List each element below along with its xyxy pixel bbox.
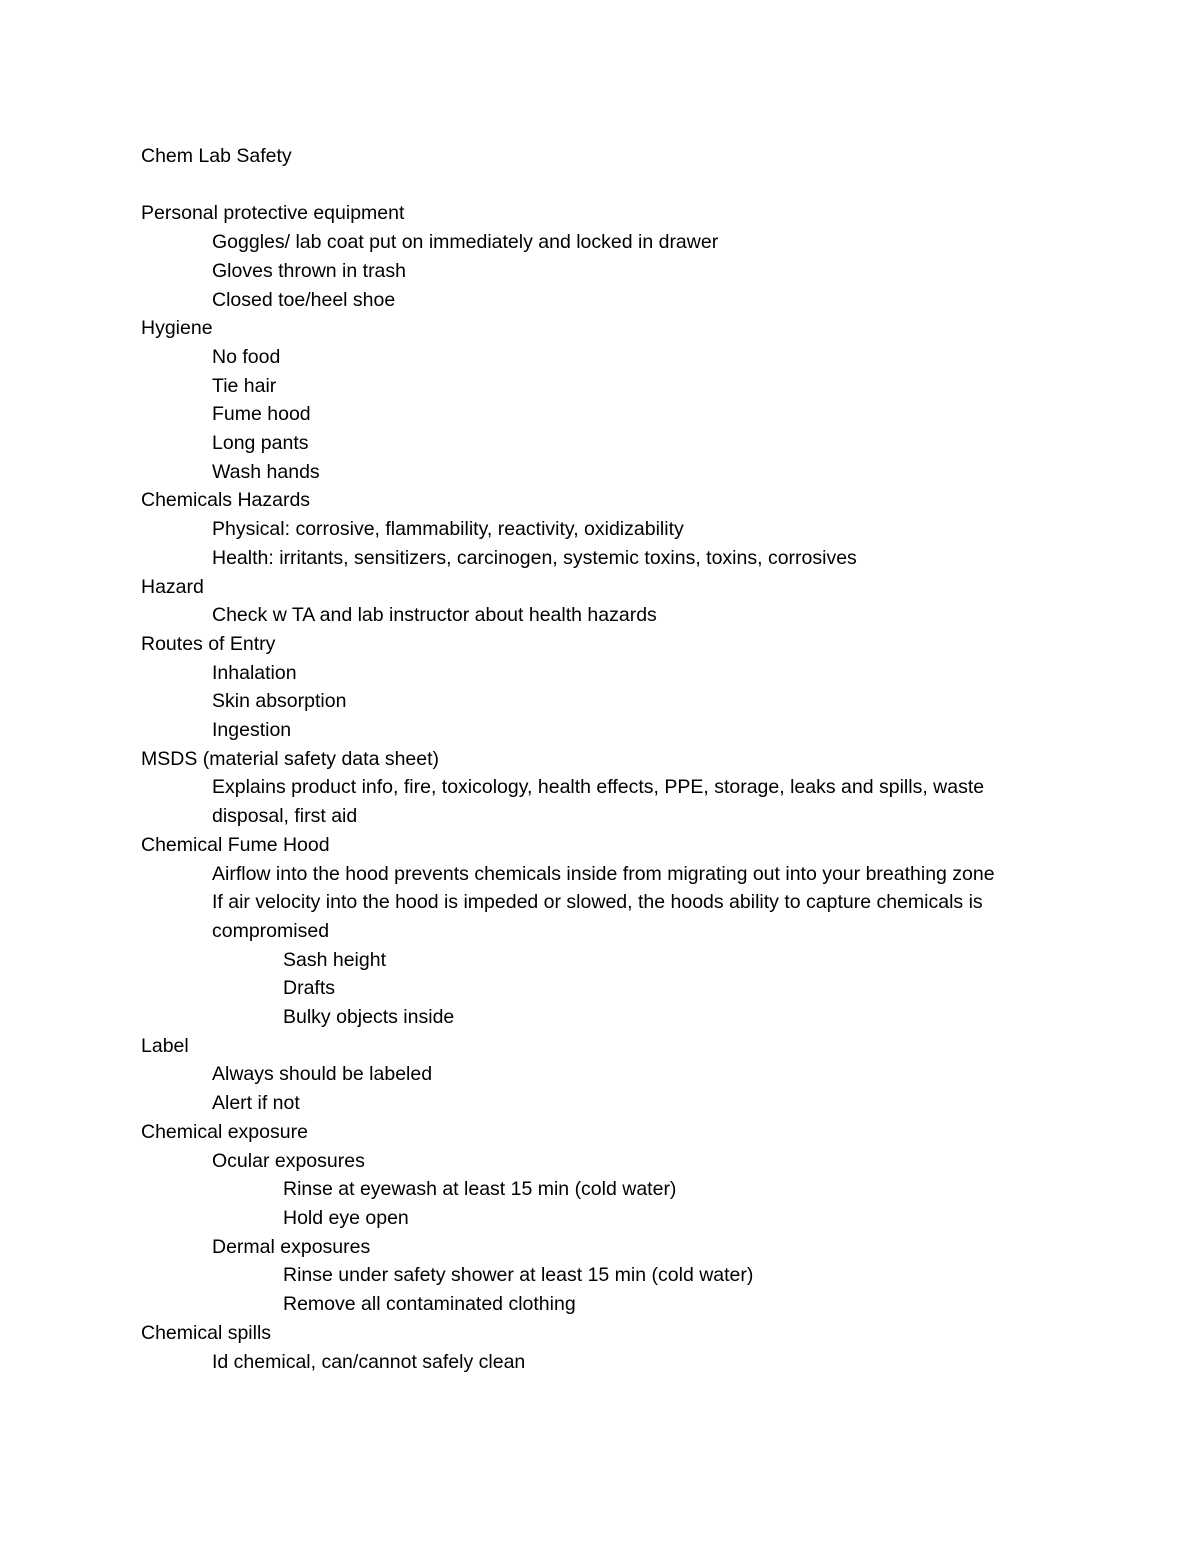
outline-item: If air velocity into the hood is impeded or slowed, the hoods ability to capture chemicals is compromised	[212, 891, 983, 942]
outline-item: Goggles/ lab coat put on immediately and locked in drawer	[212, 231, 719, 254]
section-heading: Chemicals Hazards	[141, 489, 311, 512]
page-title: Chem Lab Safety	[141, 145, 292, 167]
outline-subitem: Bulky objects inside	[283, 1006, 455, 1029]
outline-item: Dermal exposures	[212, 1235, 371, 1258]
outline-subitem: Drafts	[283, 977, 336, 1000]
notes-outline	[141, 199, 1061, 1376]
outline-item: Ocular exposures	[212, 1149, 365, 1172]
outline-subitem: Rinse under safety shower at least 15 min (cold water)	[283, 1264, 754, 1287]
section-heading: Chemical spills	[141, 1321, 272, 1344]
section-heading: MSDS (material safety data sheet)	[141, 747, 440, 770]
outline-item: Closed toe/heel shoe	[212, 288, 396, 311]
outline-subitem: Remove all contaminated clothing	[283, 1293, 576, 1316]
outline-subitem: Hold eye open	[283, 1207, 409, 1229]
outline-item: Long pants	[212, 432, 309, 455]
outline-item: Health: irritants, sensitizers, carcinogen, systemic toxins, toxins, corrosives	[212, 546, 857, 569]
outline-item: Gloves thrown in trash	[212, 259, 407, 282]
outline-item: Fume hood	[212, 403, 311, 426]
outline-subitem: Rinse at eyewash at least 15 min (cold water)	[283, 1178, 677, 1201]
section-heading: Hygiene	[141, 317, 213, 340]
section-heading: Routes of Entry	[141, 632, 276, 655]
outline-item: No food	[212, 345, 281, 368]
outline-item: Ingestion	[212, 719, 292, 742]
outline-item: Alert if not	[212, 1092, 300, 1115]
outline-item: Explains product info, fire, toxicology, health effects, PPE, storage, leaks and spills, waste disposal, first aid	[212, 776, 985, 828]
document-body	[141, 142, 1061, 1376]
outline-item: Skin absorption	[212, 690, 347, 713]
section-heading: Personal protective equipment	[141, 202, 405, 225]
section-heading: Label	[141, 1034, 189, 1057]
outline-item: Wash hands	[212, 460, 320, 483]
outline-item: Check w TA and lab instructor about health hazards	[212, 604, 657, 627]
section-heading: Chemical Fume Hood	[141, 833, 330, 856]
outline-item: Physical: corrosive, flammability, reactivity, oxidizability	[212, 518, 684, 541]
outline-item: Always should be labeled	[212, 1063, 433, 1086]
outline-item: Inhalation	[212, 661, 297, 684]
outline-item: Tie hair	[212, 374, 277, 397]
blank-line	[141, 171, 1061, 200]
outline-subitem: Sash height	[283, 948, 386, 971]
section-heading: Chemical exposure	[141, 1120, 308, 1143]
section-heading: Hazard	[141, 575, 204, 598]
outline-item: Airflow into the hood prevents chemicals inside from migrating out into your breathing zone	[212, 862, 995, 885]
outline-item: Id chemical, can/cannot safely clean	[212, 1350, 526, 1373]
